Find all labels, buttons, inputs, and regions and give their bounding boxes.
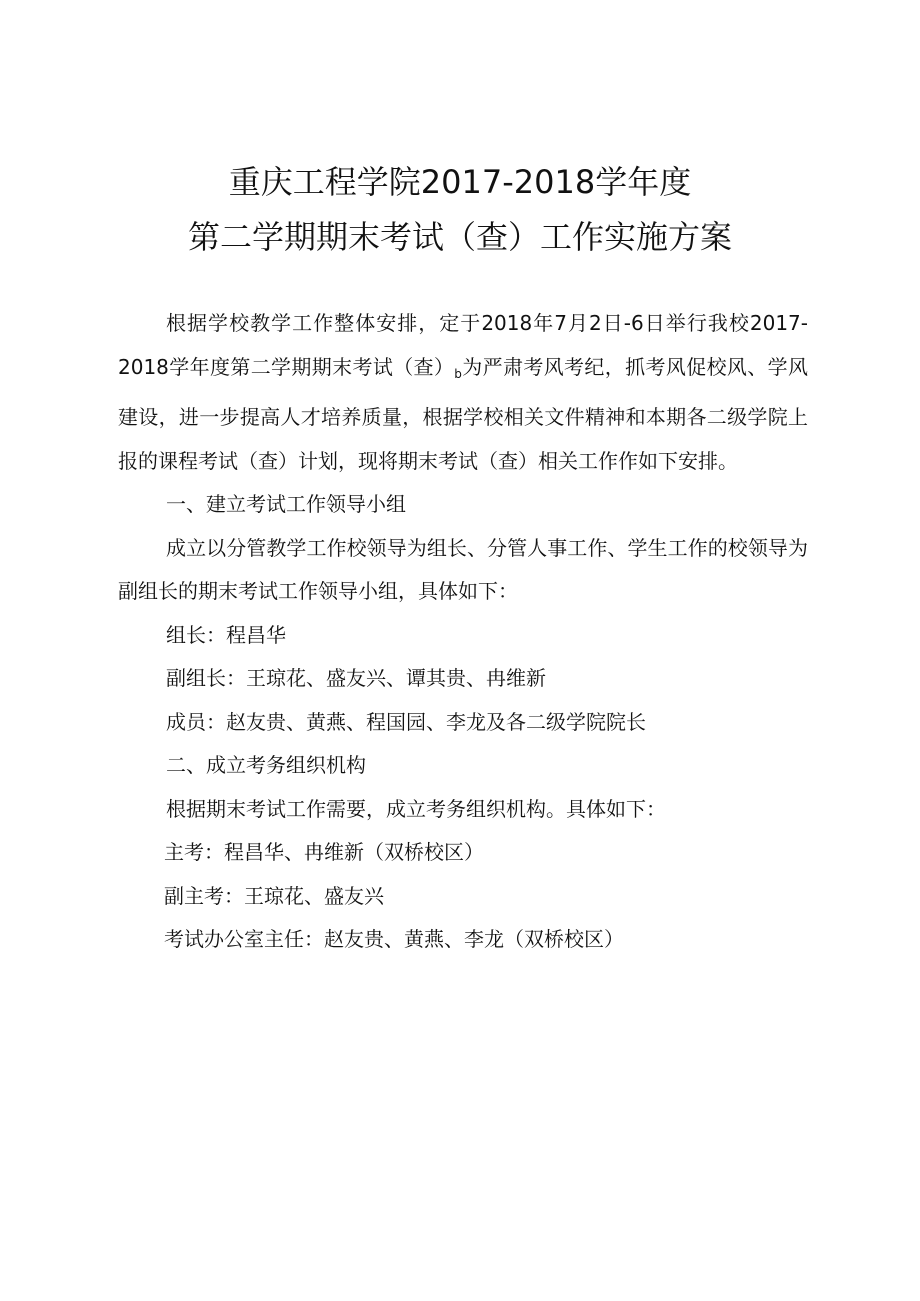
leader-line: 组长：程昌华 xyxy=(166,622,286,647)
document-title-line-2: 第二学期期末考试（查）工作实施方案 xyxy=(187,218,732,256)
intro-subscript: b xyxy=(454,366,462,381)
intro-paragraph xyxy=(118,302,808,483)
chief-examiner-line: 主考：程昌华、冉维新（双桥校区） xyxy=(164,840,484,864)
section-2-heading: 二、成立考务组织机构 xyxy=(166,753,366,777)
document-title-line-1: 重庆工程学院2017-2018学年度 xyxy=(228,163,692,201)
deputy-examiner-line: 副主考：王琼花、盛友兴 xyxy=(164,883,384,908)
section-2-body: 根据期末考试工作需要，成立考务组织机构。具体如下： xyxy=(166,796,666,821)
members-line: 成员：赵友贵、黄燕、程国园、李龙及各二级学院院长 xyxy=(166,709,646,734)
deputy-leaders-line: 副组长：王琼花、盛友兴、谭其贵、冉维新 xyxy=(166,666,546,690)
section-1-body: 成立以分管教学工作校领导为组长、分管人事工作、学生工作的校领导为副组长的期末考试工作领导小组，具体如下： xyxy=(118,535,808,603)
office-director-line: 考试办公室主任：赵友贵、黄燕、李龙（双桥校区） xyxy=(164,927,624,951)
intro-text-part-2: 为严肃考风考纪，抓考风促校风、学风建设，进一步提高人才培养质量，根据学校相关文件精神和本期各二级学院上报的课程考试（查）计划，现将期末考试（查）相关工作作如下安排。 xyxy=(118,354,808,473)
document-body xyxy=(118,302,808,962)
section-1-heading: 一、建立考试工作领导小组 xyxy=(166,492,406,516)
intro-text-part-1: 根据学校教学工作整体安排，定于2018年7月2日-6日举行我校2017-2018学年度第二学期期末考试（查） xyxy=(118,311,808,379)
